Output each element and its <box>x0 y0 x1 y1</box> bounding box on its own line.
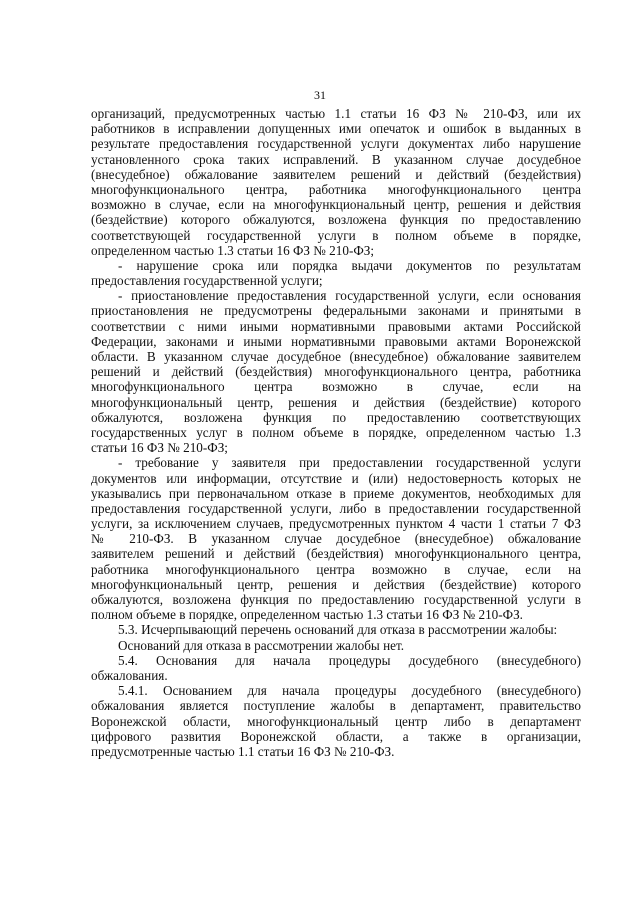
page-number: 31 <box>314 88 326 102</box>
text-line: приостановления не предусмотрены федеральными законами и принятыми в <box>91 303 581 319</box>
text-line: соответствии с ними иными нормативными правовыми актами Российской <box>91 318 581 334</box>
text-line: обжалования является поступление жалобы в департамент, правительство <box>91 698 581 714</box>
text-line: результате предоставления государственной услуги документах либо нарушение <box>91 136 581 152</box>
text-line: обжалуются, возложена функция по предоставлению соответствующих <box>91 409 581 425</box>
text-line: определенном частью 1.3 статьи 16 ФЗ № 210-ФЗ; <box>91 242 375 258</box>
text-line: организаций, предусмотренных частью 1.1 статьи 16 ФЗ № 210-ФЗ, или их <box>91 106 581 121</box>
text-line: - нарушение срока или порядка выдачи документов по результатам <box>118 257 581 273</box>
text-line: Федерации, законами и иными нормативными правовыми актами Воронежской <box>91 333 581 349</box>
text-line: многофункционального центра, работника многофункционального центра <box>91 181 581 197</box>
text-line: - требование у заявителя при предоставлении государственной услуги <box>118 455 581 471</box>
text-line: установленного срока таких исправлений. В указанном случае досудебное <box>91 151 581 167</box>
text-line: указывались при первоначальном отказе в приеме документов, необходимых для <box>91 485 581 501</box>
text-line: - приостановление предоставления государственной услуги, если основания <box>118 288 581 304</box>
text-line: заявителем решений и действий (бездействия) многофункционального центра, <box>91 546 581 562</box>
text-line: области. В указанном случае досудебное (внесудебное) обжалование заявителем <box>91 349 581 364</box>
text-line: Оснований для отказа в рассмотрении жалобы нет. <box>118 637 405 653</box>
text-line: соответствующей государственной услуги в полном объеме в порядке, <box>91 227 581 243</box>
text-line: многофункциональный центр, решения и действия (бездействие) которого <box>91 576 581 592</box>
text-line: многофункциональный центр, решения и действия (бездействие) которого <box>91 394 581 410</box>
text-line: № 210-ФЗ. В указанном случае досудебное (внесудебное) обжалование <box>91 531 581 547</box>
text-line: государственных услуг в полном объеме в порядке, определенном частью 1.3 <box>91 424 581 440</box>
text-line: решений и действий (бездействия) многофункционального центра, работника <box>91 364 581 380</box>
document-body <box>91 106 581 759</box>
text-line: 5.4. Основания для начала процедуры досудебного (внесудебного) <box>118 652 581 668</box>
text-line: работников в исправлении допущенных ими опечаток и ошибок в выданных в <box>91 121 581 137</box>
text-line: 5.3. Исчерпывающий перечень оснований для отказа в рассмотрении жалобы: <box>118 622 558 638</box>
text-line: работника многофункционального центра возможно в случае, если на <box>91 561 581 577</box>
text-line: 5.4.1. Основанием для начала процедуры досудебного (внесудебного) <box>118 683 581 699</box>
text-line: многофункционального центра возможно в случае, если на <box>91 379 581 395</box>
text-line: обжалования. <box>91 667 168 683</box>
text-line: полном объеме в порядке, определенном частью 1.3 статьи 16 ФЗ № 210-ФЗ. <box>91 607 523 623</box>
text-line: предоставления государственной услуги, либо в предоставлении государственной <box>91 500 581 516</box>
text-line: возможно в случае, если на многофункциональный центр, решения и действия <box>91 197 581 213</box>
text-line: документов или информации, отсутствие и (или) недостоверность которых не <box>91 470 581 486</box>
text-line: предоставления государственной услуги; <box>91 273 323 289</box>
text-line: (бездействие) которого обжалуются, возложена функция по предоставлению <box>91 212 581 228</box>
text-line: предусмотренные частью 1.1 статьи 16 ФЗ № 210-ФЗ. <box>91 743 395 759</box>
text-line: цифрового развития Воронежской области, а также в организации, <box>91 728 581 744</box>
text-line: Воронежской области, многофункциональный центр либо в департамент <box>91 713 581 729</box>
text-line: услуги, за исключением случаев, предусмотренных пунктом 4 части 1 статьи 7 ФЗ <box>91 516 581 532</box>
text-line: (внесудебное) обжалование заявителем решений и действий (бездействия) <box>91 166 581 182</box>
text-line: статьи 16 ФЗ № 210-ФЗ; <box>91 440 228 456</box>
text-line: обжалуются, возложена функция по предоставлению государственной услуги в <box>91 592 581 607</box>
